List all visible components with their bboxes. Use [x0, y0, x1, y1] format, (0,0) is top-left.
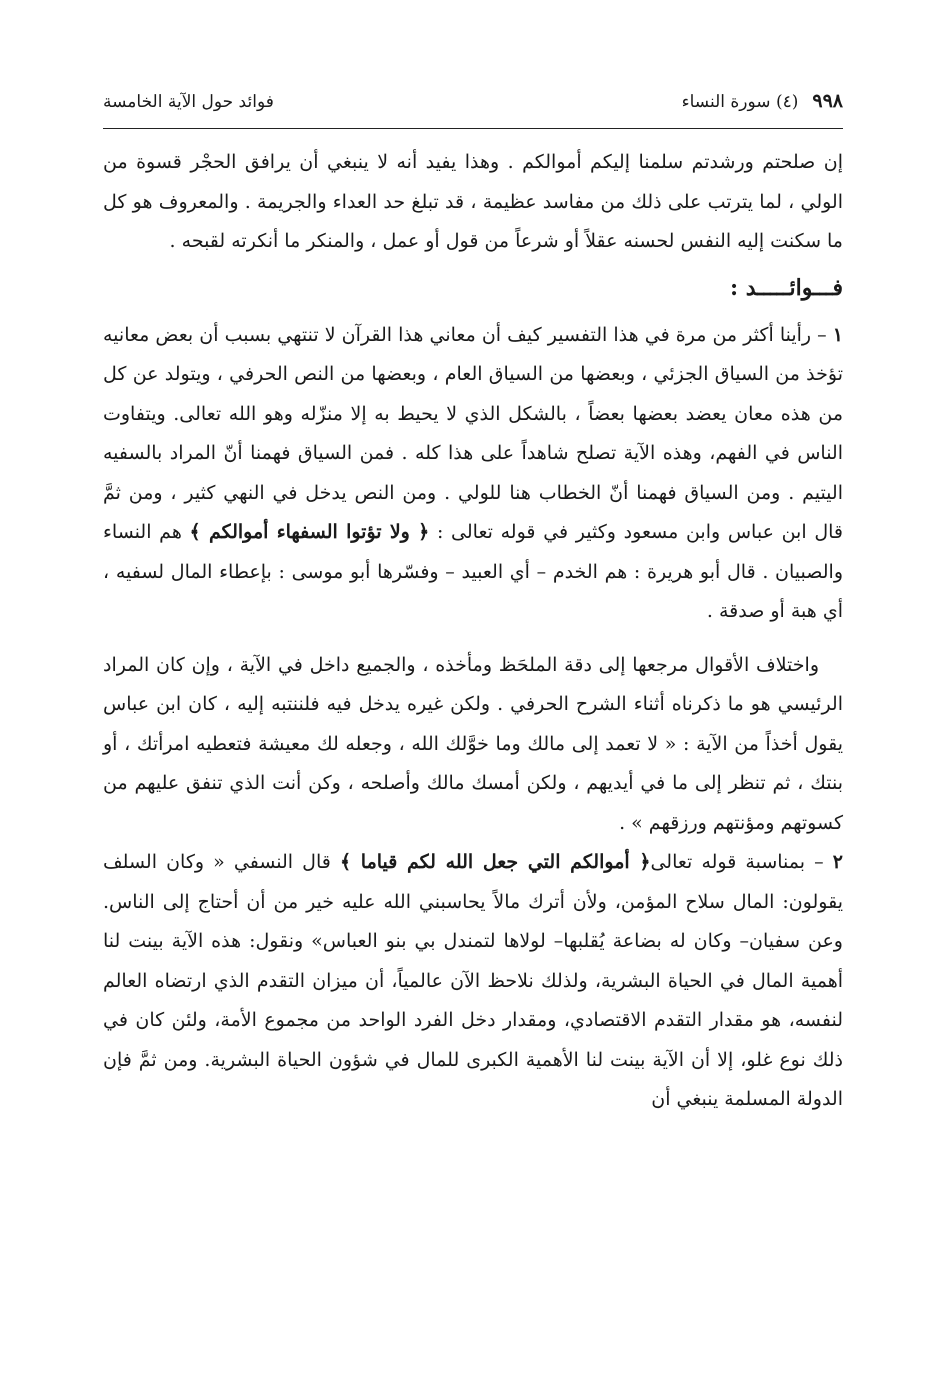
benefit-1-text-after: هم النساء والصبيان . قال أبو هريرة : هم الخدم – أي العبيد – وفسّرها أبو موسى : بإعطاء المال لسفيه ، أي هبة أو صدقة . — [103, 521, 843, 622]
page-number: ٩٩٨ — [812, 90, 843, 112]
section-header-title: فوائد حول الآية الخامسة — [103, 92, 274, 112]
paragraph-gap — [103, 632, 843, 646]
benefit-1-verse: ﴿ ولا تؤتوا السفهاء أموالكم ﴾ — [189, 521, 430, 543]
benefit-2-text: – بمناسبة قوله تعالى — [650, 851, 833, 873]
benefit-1-number: ١ — [832, 323, 843, 346]
benefit-1-paragraph — [103, 316, 843, 632]
benefit-2-verse: ﴿ أموالكم التي جعل الله لكم قياما ﴾ — [339, 851, 651, 873]
book-page — [103, 90, 843, 1120]
differences-paragraph: واختلاف الأقوال مرجعها إلى دقة الملحَظ ومأخذه ، والجميع داخل في الآية ، وإن كان المراد الرئيسي هو ما ذكرناه أثناء الشرح الحرفي . ولكن غيره يدخل فيه فلننتبه إليه ، كان ابن عباس يقول أخذاً من الآية : « لا تعمد إلى مالك وما خوَّلك الله ، وجعله لك معيشة فتعطيه امرأتك ، أو بنتك ، ثم تنظر إلى ما في أيديهم ، ولكن أمسك مالك وأصلحه ، وكن أنت الذي تنفق عليهم من كسوتهم ومؤنتهم ورزقهم » . — [103, 653, 843, 834]
intro-paragraph: إن صلحتم ورشدتم سلمنا إليكم أموالكم . وهذا يفيد أنه لا ينبغي أن يرافق الحجْر قسوة من الولي ، لما يترتب على ذلك من مفاسد عظيمة ، قد تبلغ حد العداء والجريمة . والمعروف هو كل ما سكنت إليه النفس لحسنه عقلاً أو شرعاً من قول أو عمل ، والمنكر ما أنكرته لقبحه . — [103, 151, 843, 252]
header-right-group — [682, 90, 843, 112]
benefit-2-text-after: قال النسفي « وكان السلف يقولون: المال سلاح المؤمن، ولأن أترك مالاً يحاسبني الله عليه خير من أن أحتاج إلى الناس. وعن سفيان– وكان له بضاعة يُقلبها– لولاها لتمندل بي بنو العباس» ونقول: هذه الآية بينت لنا أهمية المال في الحياة البشرية، ولذلك نلاحظ الآن عالمياً، أن ميزان التقدم الذي ارتضاه العالم لنفسه، هو مقدار التقدم الاقتصادي، ومقدار دخل الفرد الواحد من مجموع الأمة، ولئن كان في ذلك نوع غلو، إلا أن الآية بينت لنا الأهمية الكبرى للمال في شؤون الحياة البشرية. ومن ثمَّ فإن الدولة المسلمة ينبغي أن — [103, 851, 843, 1110]
benefits-heading: فـــوائـــــد : — [729, 274, 843, 301]
benefit-2-number: ٢ — [832, 851, 843, 873]
chapter-title: (٤) سورة النساء — [681, 92, 799, 112]
benefit-2-paragraph — [103, 843, 843, 1120]
header-divider — [103, 128, 843, 129]
page-body — [103, 143, 843, 1120]
benefit-1-text: – رأينا أكثر من مرة في هذا التفسير كيف أن معاني هذا القرآن لا تنتهي بسبب أن بعض معانيه تؤخذ من السياق الجزئي ، وبعضها من السياق العام ، وبعضها من النص الحرفي ، ويتولد عن كل من هذه معان يعضد بعضها بعضاً ، بالشكل الذي لا يحيط به إلا منزّله وهو الله تعالى. ويتفاوت الناس في الفهم، وهذه الآية تصلح شاهداً على هذا كله . فمن السياق فهمنا أنّ المراد بالسفيه اليتيم . ومن السياق فهمنا أنّ الخطاب هنا للولي . ومن النص يدخل في النهي كثير ، ومن ثمَّ قال ابن عباس وابن مسعود وكثير في قوله تعالى : — [103, 323, 844, 543]
running-header — [103, 90, 843, 124]
